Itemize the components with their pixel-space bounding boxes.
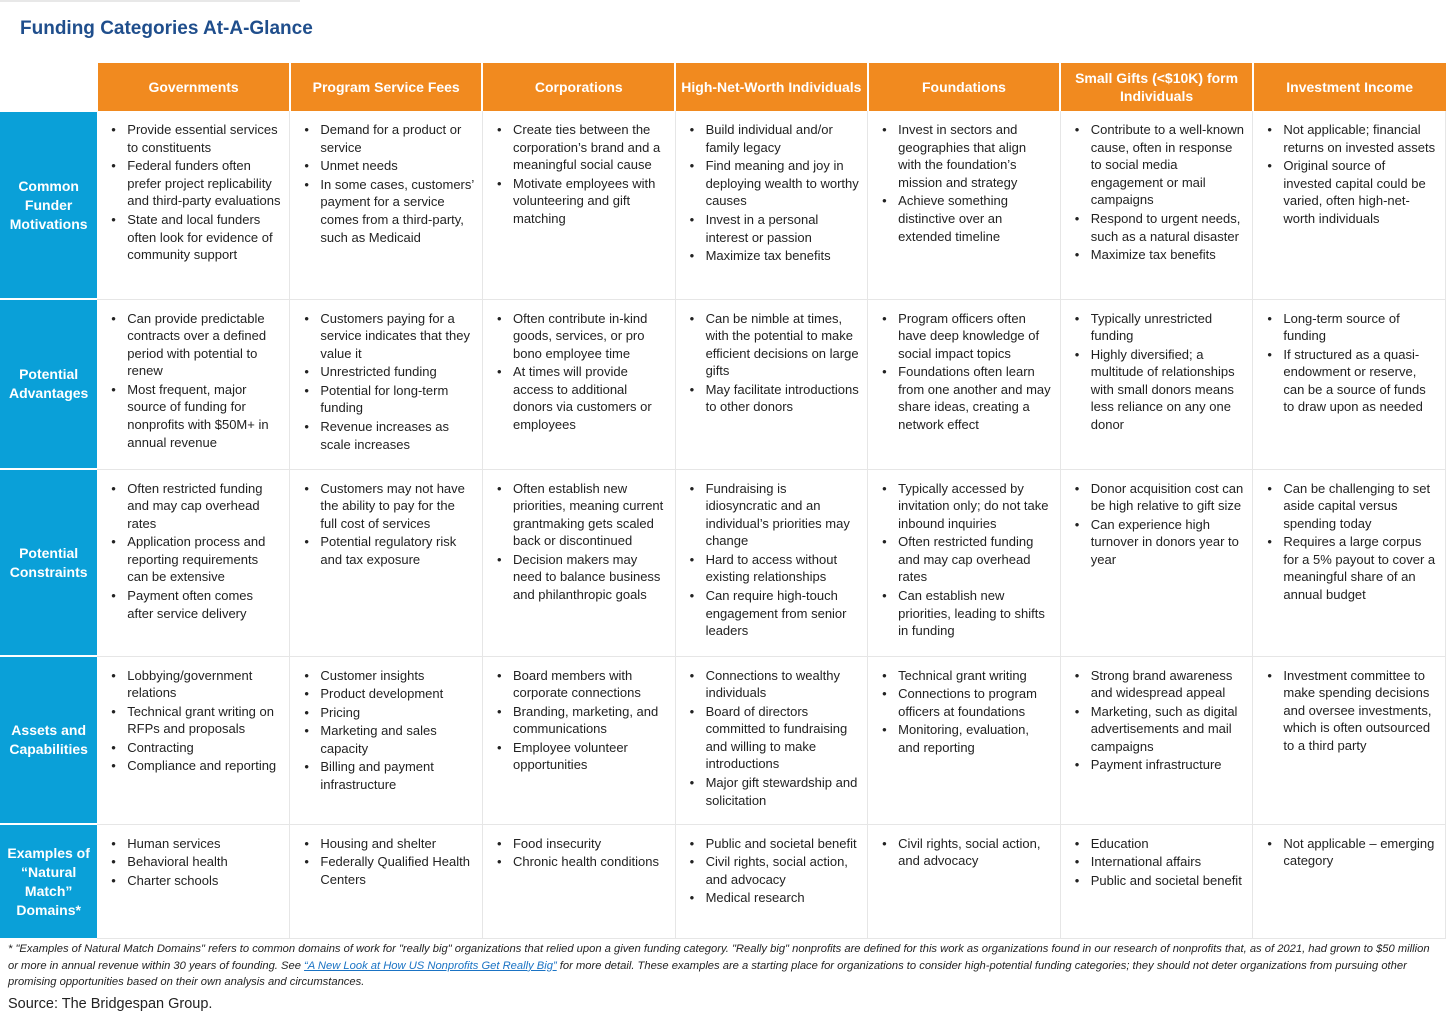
list-item: • Maximize tax benefits [706, 247, 860, 265]
list-item: • Charter schools [127, 872, 281, 890]
list-item: • Fundraising is idiosyncratic and an individual’s priorities may change [706, 480, 860, 550]
list-item: • Often restricted funding and may cap overhead rates [898, 533, 1052, 586]
bullet-list [1261, 310, 1437, 417]
list-item: • Achieve something distinctive over an extended timeline [898, 192, 1052, 245]
footnote-text-before: * "Examples of Natural Match Domains" refers to common domains of work for "really big" organizations that relied upon a given funding category. "Really big" nonprofits are defined for this work as organizations found in our research of nonprofits that, as of 2021, had grown to $50 million or more in annual revenue within 30 years of founding. See [8, 943, 1430, 972]
list-item: • Monitoring, evaluation, and reporting [898, 721, 1052, 756]
column-header-investment-income: Investment Income [1253, 63, 1446, 111]
list-item: • Typically unrestricted funding [1091, 310, 1245, 345]
list-item: • Contribute to a well-known cause, often in response to social media engagement or mail campaigns [1091, 121, 1245, 209]
list-item: • Often contribute in-kind goods, services, or pro bono employee time [513, 310, 667, 363]
list-item: • Contracting [127, 739, 281, 757]
list-item: • Marketing, such as digital advertisements and mail campaigns [1091, 703, 1245, 756]
list-item: • Can be nimble at times, with the potential to make efficient decisions on large gifts [706, 310, 860, 380]
list-item: • Board of directors committed to fundraising and willing to make introductions [706, 703, 860, 773]
table-cell [1253, 111, 1446, 299]
table-cell [97, 469, 290, 656]
list-item: • Respond to urgent needs, such as a natural disaster [1091, 210, 1245, 245]
column-header-row [0, 63, 1446, 111]
list-item: • Civil rights, social action, and advocacy [898, 835, 1052, 870]
table-cell [290, 111, 483, 299]
table-cell [675, 111, 868, 299]
bullet-list [876, 667, 1052, 757]
list-item: • Billing and payment infrastructure [320, 758, 474, 793]
list-item: • State and local funders often look for evidence of community support [127, 211, 281, 264]
row-header: Assets and Capabilities [0, 656, 97, 824]
bullet-list [1069, 480, 1245, 569]
list-item: • Find meaning and joy in deploying wealth to worthy causes [706, 157, 860, 210]
list-item: • Investment committee to make spending decisions and oversee investments, which is often outsourced to a third party [1283, 667, 1437, 755]
table-cell [482, 469, 675, 656]
list-item: • Customer insights [320, 667, 474, 685]
list-item: • Donor acquisition cost can be high relative to gift size [1091, 480, 1245, 515]
table-cell [1060, 469, 1253, 656]
row-header: Potential Constraints [0, 469, 97, 656]
bullet-list [1069, 121, 1245, 264]
table-cell [482, 824, 675, 938]
list-item: • Customers may not have the ability to pay for the full cost of services [320, 480, 474, 533]
footnote-text-after: for more detail. These examples are a starting place for organizations to consider high-potential funding categories; they should not deter organizations from pursuing other promising opportunities based on their own analysis and circumstances. [8, 959, 1407, 989]
column-header-governments: Governments [97, 63, 290, 111]
column-header-foundations: Foundations [868, 63, 1061, 111]
table-cell [290, 299, 483, 469]
list-item: • Can require high-touch engagement from senior leaders [706, 587, 860, 640]
row-natural-match-domains [0, 824, 1446, 938]
row-header: Potential Advantages [0, 299, 97, 469]
table-cell [290, 469, 483, 656]
column-header-high-net-worth-individuals: High-Net-Worth Individuals [675, 63, 868, 111]
list-item: • Payment infrastructure [1091, 756, 1245, 774]
table-cell [1253, 299, 1446, 469]
list-item: • Public and societal benefit [706, 835, 860, 853]
list-item: • Most frequent, major source of funding for nonprofits with $50M+ in annual revenue [127, 381, 281, 451]
bullet-list [876, 310, 1052, 434]
list-item: • Often establish new priorities, meaning current grantmaking gets scaled back or discontinued [513, 480, 667, 550]
funding-categories-table [0, 63, 1446, 939]
bullet-list [1261, 835, 1437, 870]
table-cell [290, 824, 483, 938]
table-cell [675, 469, 868, 656]
table-cell [97, 111, 290, 299]
table-cell [97, 299, 290, 469]
bullet-list [1069, 667, 1245, 775]
bullet-list [876, 121, 1052, 245]
bullet-list [491, 835, 667, 871]
bullet-list [1261, 667, 1437, 755]
list-item: • Long-term source of funding [1283, 310, 1437, 345]
bullet-list [684, 310, 860, 417]
list-item: • Behavioral health [127, 853, 281, 871]
page-title: Funding Categories At-A-Glance [20, 18, 313, 39]
list-item: • Maximize tax benefits [1091, 246, 1245, 264]
footnote [8, 941, 1438, 991]
list-item: • May facilitate introductions to other donors [706, 381, 860, 416]
bullet-list [298, 121, 474, 246]
list-item: • International affairs [1091, 853, 1245, 871]
list-item: • Potential for long-term funding [320, 382, 474, 417]
list-item: • Revenue increases as scale increases [320, 418, 474, 453]
table-body [0, 111, 1446, 938]
list-item: • Connections to program officers at foundations [898, 685, 1052, 720]
bullet-list [105, 480, 281, 623]
bullet-list [1069, 310, 1245, 434]
table-cell [868, 469, 1061, 656]
list-item: • Typically accessed by invitation only; do not take inbound inquiries [898, 480, 1052, 533]
list-item: • Create ties between the corporation’s brand and a meaningful social cause [513, 121, 667, 174]
bullet-list [298, 835, 474, 889]
list-item: • Connections to wealthy individuals [706, 667, 860, 702]
list-item: • In some cases, customers’ payment for a service comes from a third-party, such as Medicaid [320, 176, 474, 246]
list-item: • Invest in a personal interest or passion [706, 211, 860, 246]
table-cell [482, 656, 675, 824]
bullet-list [876, 480, 1052, 640]
list-item: • Technical grant writing [898, 667, 1052, 685]
list-item: • Decision makers may need to balance business and philanthropic goals [513, 551, 667, 604]
list-item: • Food insecurity [513, 835, 667, 853]
bullet-list [1069, 835, 1245, 890]
list-item: • Lobbying/government relations [127, 667, 281, 702]
bullet-list [1261, 121, 1437, 228]
list-item: • Hard to access without existing relationships [706, 551, 860, 586]
list-item: • Federal funders often prefer project replicability and third-party evaluations [127, 157, 281, 210]
list-item: • Often restricted funding and may cap overhead rates [127, 480, 281, 533]
table-cell [482, 111, 675, 299]
bullet-list [684, 667, 860, 810]
table-cell [868, 656, 1061, 824]
bullet-list [491, 310, 667, 434]
row-header: Examples of “Natural Match” Domains* [0, 824, 97, 938]
list-item: • Technical grant writing on RFPs and proposals [127, 703, 281, 738]
table-cell [868, 111, 1061, 299]
bullet-list [105, 835, 281, 890]
table-cell [675, 656, 868, 824]
bullet-list [105, 667, 281, 776]
list-item: • Human services [127, 835, 281, 853]
list-item: • Build individual and/or family legacy [706, 121, 860, 156]
list-item: • Not applicable – emerging category [1283, 835, 1437, 870]
list-item: • Can experience high turnover in donors year to year [1091, 516, 1245, 569]
list-item: • Education [1091, 835, 1245, 853]
row-potential-constraints [0, 469, 1446, 656]
list-item: • Board members with corporate connections [513, 667, 667, 702]
list-item: • Chronic health conditions [513, 853, 667, 871]
list-item: • Compliance and reporting [127, 757, 281, 775]
table-cell [1060, 111, 1253, 299]
column-header-program-service-fees: Program Service Fees [290, 63, 483, 111]
bullet-list [491, 667, 667, 775]
list-item: • Major gift stewardship and solicitation [706, 774, 860, 809]
list-item: • Payment often comes after service delivery [127, 587, 281, 622]
list-item: • Branding, marketing, and communications [513, 703, 667, 738]
bullet-list [876, 835, 1052, 870]
list-item: • Civil rights, social action, and advocacy [706, 853, 860, 888]
list-item: • Requires a large corpus for a 5% payout to cover a meaningful share of an annual budget [1283, 533, 1437, 603]
list-item: • Motivate employees with volunteering and gift matching [513, 175, 667, 228]
list-item: • Potential regulatory risk and tax exposure [320, 533, 474, 568]
source-note: Source: The Bridgespan Group. [8, 996, 213, 1012]
list-item: • Public and societal benefit [1091, 872, 1245, 890]
table-corner [0, 63, 97, 111]
list-item: • Customers paying for a service indicates that they value it [320, 310, 474, 363]
list-item: • If structured as a quasi-endowment or reserve, can be a source of funds to draw upon as needed [1283, 346, 1437, 416]
list-item: • Invest in sectors and geographies that align with the foundation’s mission and strategy [898, 121, 1052, 191]
row-common-funder-motivations [0, 111, 1446, 299]
table-cell [1060, 299, 1253, 469]
list-item: • Not applicable; financial returns on invested assets [1283, 121, 1437, 156]
list-item: • Application process and reporting requirements can be extensive [127, 533, 281, 586]
table-cell [1060, 656, 1253, 824]
bullet-list [684, 121, 860, 265]
list-item: • Unmet needs [320, 157, 474, 175]
bullet-list [298, 310, 474, 454]
list-item: • Medical research [706, 889, 860, 907]
list-item: • At times will provide access to additional donors via customers or employees [513, 363, 667, 433]
table-cell [290, 656, 483, 824]
top-divider [0, 0, 300, 2]
table-cell [868, 299, 1061, 469]
list-item: • Housing and shelter [320, 835, 474, 853]
bullet-list [298, 667, 474, 794]
bullet-list [105, 121, 281, 264]
list-item: • Foundations often learn from one another and may share ideas, creating a network effect [898, 363, 1052, 433]
list-item: • Strong brand awareness and widespread appeal [1091, 667, 1245, 702]
table-cell [1060, 824, 1253, 938]
list-item: • Can provide predictable contracts over a defined period with potential to renew [127, 310, 281, 380]
list-item: • Marketing and sales capacity [320, 722, 474, 757]
list-item: • Highly diversified; a multitude of relationships with small donors means less reliance on any one donor [1091, 346, 1245, 434]
row-potential-advantages [0, 299, 1446, 469]
list-item: • Provide essential services to constituents [127, 121, 281, 156]
table-cell [1253, 469, 1446, 656]
list-item: • Original source of invested capital could be varied, often high-net-worth individuals [1283, 157, 1437, 227]
list-item: • Demand for a product or service [320, 121, 474, 156]
table-cell [482, 299, 675, 469]
row-assets-and-capabilities [0, 656, 1446, 824]
list-item: • Employee volunteer opportunities [513, 739, 667, 774]
table-cell [1253, 824, 1446, 938]
report-link[interactable]: “A New Look at How US Nonprofits Get Really Big” [304, 959, 557, 972]
bullet-list [684, 835, 860, 907]
table-cell [97, 824, 290, 938]
list-item: • Product development [320, 685, 474, 703]
row-header: Common Funder Motivations [0, 111, 97, 299]
list-item: • Program officers often have deep knowledge of social impact topics [898, 310, 1052, 363]
bullet-list [491, 480, 667, 604]
column-header-corporations: Corporations [482, 63, 675, 111]
table-cell [675, 299, 868, 469]
bullet-list [1261, 480, 1437, 604]
table-cell [1253, 656, 1446, 824]
table-cell [97, 656, 290, 824]
bullet-list [298, 480, 474, 569]
bullet-list [684, 480, 860, 640]
list-item: • Unrestricted funding [320, 363, 474, 381]
list-item: • Pricing [320, 704, 474, 722]
bullet-list [105, 310, 281, 452]
table-cell [868, 824, 1061, 938]
list-item: • Federally Qualified Health Centers [320, 853, 474, 888]
bullet-list [491, 121, 667, 228]
column-header-small-gifts: Small Gifts (<$10K) form Individuals [1060, 63, 1253, 111]
list-item: • Can establish new priorities, leading to shifts in funding [898, 587, 1052, 640]
list-item: • Can be challenging to set aside capital versus spending today [1283, 480, 1437, 533]
table-cell [675, 824, 868, 938]
